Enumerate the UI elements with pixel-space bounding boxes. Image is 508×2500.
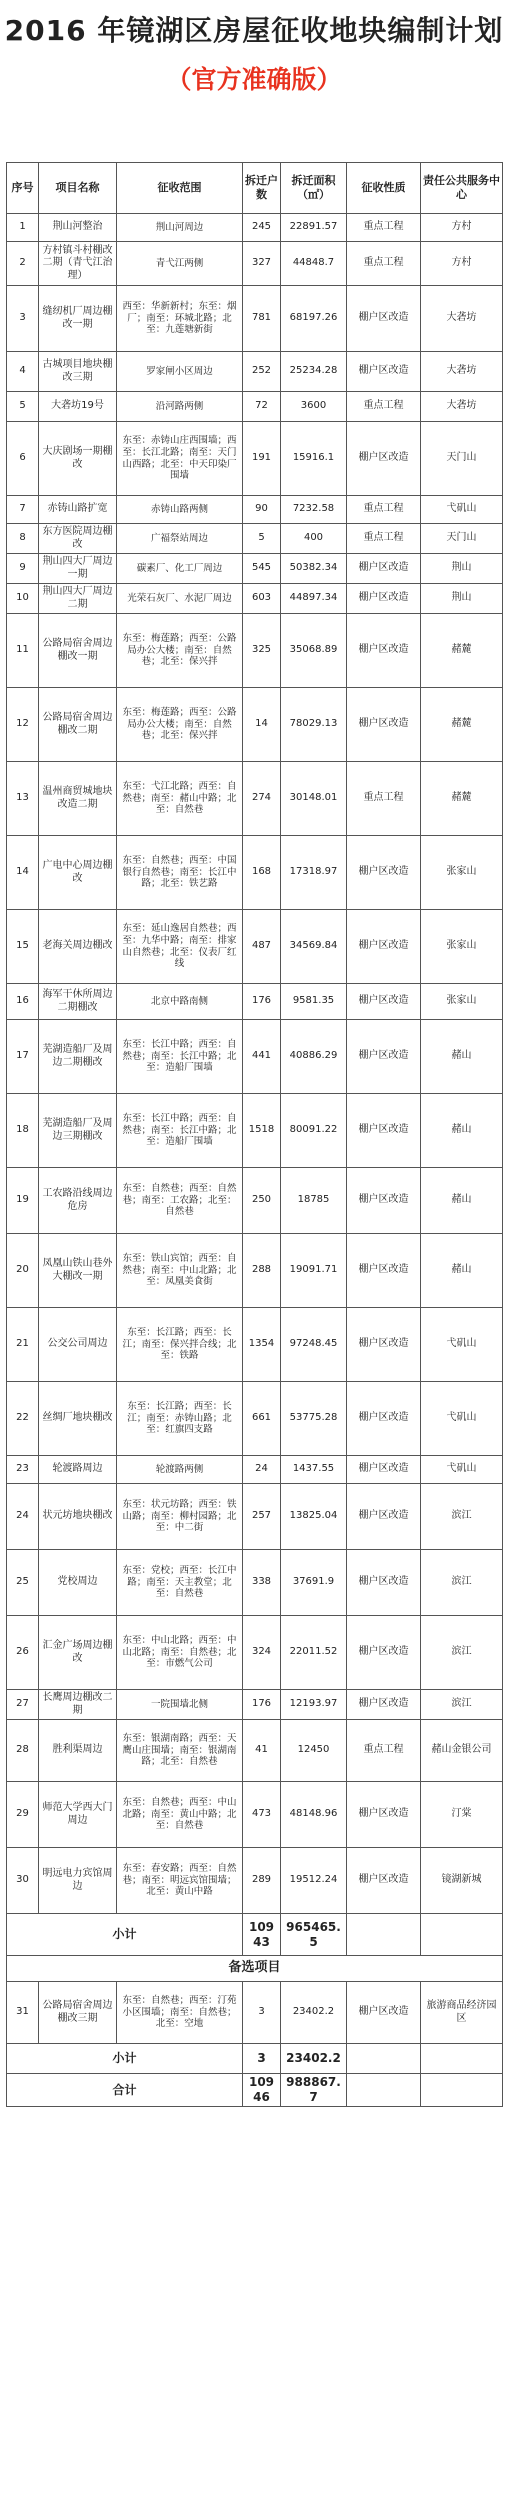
row-number: 18 xyxy=(7,1094,39,1168)
area-cell: 37691.9 xyxy=(281,1550,347,1616)
scope-cell: 东至：春安路；西至：自然巷；南至：明远宾馆围墙；北至：黄山中路 xyxy=(117,1848,243,1914)
scope-cell: 赤铸山路两侧 xyxy=(117,496,243,524)
plan-table xyxy=(6,162,503,2107)
row-number: 7 xyxy=(7,496,39,524)
document-title: 2016 年镜湖区房屋征收地块编制计划 xyxy=(4,14,504,47)
table-header-row xyxy=(7,163,503,214)
area-cell: 25234.28 xyxy=(281,352,347,392)
area-cell: 78029.13 xyxy=(281,688,347,762)
households-cell: 1518 xyxy=(243,1094,281,1168)
area-cell: 400 xyxy=(281,524,347,554)
area-cell: 48148.96 xyxy=(281,1782,347,1848)
area-cell: 44897.34 xyxy=(281,584,347,614)
row-number: 4 xyxy=(7,352,39,392)
table-row xyxy=(7,242,503,286)
table-row xyxy=(7,352,503,392)
service-center-cell: 大砻坊 xyxy=(421,352,503,392)
project-name: 汇金广场周边棚改 xyxy=(39,1616,117,1690)
service-center-cell: 张家山 xyxy=(421,836,503,910)
nature-cell: 棚户区改造 xyxy=(347,1690,421,1720)
row-number: 22 xyxy=(7,1382,39,1456)
scope-cell: 东至：长江路；西至：长江；南至：赤铸山路；北至：红旗四支路 xyxy=(117,1382,243,1456)
nature-cell: 棚户区改造 xyxy=(347,910,421,984)
table-row xyxy=(7,762,503,836)
area-cell: 9581.35 xyxy=(281,984,347,1020)
row-number: 24 xyxy=(7,1484,39,1550)
table-row xyxy=(7,1848,503,1914)
project-name: 东方医院周边棚改 xyxy=(39,524,117,554)
area-cell: 97248.45 xyxy=(281,1308,347,1382)
households-cell: 487 xyxy=(243,910,281,984)
nature-cell: 棚户区改造 xyxy=(347,1616,421,1690)
area-cell: 22011.52 xyxy=(281,1616,347,1690)
nature-cell: 棚户区改造 xyxy=(347,1234,421,1308)
table-row xyxy=(7,1234,503,1308)
table-row xyxy=(7,1720,503,1782)
header-cell: 责任公共服务中心 xyxy=(421,163,503,214)
header-cell: 征收范围 xyxy=(117,163,243,214)
row-number: 26 xyxy=(7,1616,39,1690)
table-row xyxy=(7,1484,503,1550)
table-row xyxy=(7,614,503,688)
scope-cell: 东至：状元坊路；西至：铁山路；南至：柳村园路；北至：中二街 xyxy=(117,1484,243,1550)
households-cell: 257 xyxy=(243,1484,281,1550)
row-number: 15 xyxy=(7,910,39,984)
nature-cell: 棚户区改造 xyxy=(347,352,421,392)
project-name: 芜湖造船厂及周边三期棚改 xyxy=(39,1094,117,1168)
households-cell: 3 xyxy=(243,1982,281,2044)
area-cell: 13825.04 xyxy=(281,1484,347,1550)
empty-cell xyxy=(347,1914,421,1956)
header-cell: 项目名称 xyxy=(39,163,117,214)
households-cell: 288 xyxy=(243,1234,281,1308)
table-row xyxy=(7,688,503,762)
row-number: 27 xyxy=(7,1690,39,1720)
area-cell: 44848.7 xyxy=(281,242,347,286)
area-cell: 35068.89 xyxy=(281,614,347,688)
nature-cell: 重点工程 xyxy=(347,496,421,524)
grand-total-area: 988867.7 xyxy=(281,2074,347,2107)
households-cell: 90 xyxy=(243,496,281,524)
scope-cell: 东至：自然巷；西至：汀苑小区围墙；南至：自然巷；北至：空地 xyxy=(117,1982,243,2044)
empty-cell xyxy=(347,2044,421,2074)
backup-table-body xyxy=(7,1982,503,2044)
row-number: 10 xyxy=(7,584,39,614)
table-totals xyxy=(7,2044,503,2107)
row-number: 20 xyxy=(7,1234,39,1308)
project-name: 赤铸山路扩宽 xyxy=(39,496,117,524)
households-cell: 245 xyxy=(243,214,281,242)
row-number: 25 xyxy=(7,1550,39,1616)
table-row xyxy=(7,214,503,242)
nature-cell: 棚户区改造 xyxy=(347,1094,421,1168)
service-center-cell: 弋矶山 xyxy=(421,1382,503,1456)
nature-cell: 棚户区改造 xyxy=(347,614,421,688)
nature-cell: 棚户区改造 xyxy=(347,422,421,496)
service-center-cell: 滨江 xyxy=(421,1484,503,1550)
service-center-cell: 弋矶山 xyxy=(421,1456,503,1484)
service-center-cell: 赭山 xyxy=(421,1020,503,1094)
scope-cell: 东至：梅莲路；西至：公路局办公大楼；南至：自然巷；北至：保兴拌 xyxy=(117,688,243,762)
households-cell: 191 xyxy=(243,422,281,496)
row-number: 11 xyxy=(7,614,39,688)
service-center-cell: 弋矶山 xyxy=(421,496,503,524)
row-number: 6 xyxy=(7,422,39,496)
service-center-cell: 赭麓 xyxy=(421,614,503,688)
project-name: 海军干休所周边二期棚改 xyxy=(39,984,117,1020)
subtotal-households: 10943 xyxy=(243,1914,281,1956)
grand-total-label: 合计 xyxy=(7,2074,243,2107)
subtotal-households: 3 xyxy=(243,2044,281,2074)
table-row xyxy=(7,984,503,1020)
backup-section-row xyxy=(7,1956,503,1982)
project-name: 长鹰周边棚改二期 xyxy=(39,1690,117,1720)
service-center-cell: 方村 xyxy=(421,242,503,286)
area-cell: 7232.58 xyxy=(281,496,347,524)
project-name: 温州商贸城地块改造二期 xyxy=(39,762,117,836)
row-number: 29 xyxy=(7,1782,39,1848)
document-subtitle: （官方准确版） xyxy=(166,65,342,94)
scope-cell: 东至：延山逸居自然巷；西至：九华中路；南至：排家山自然巷；北至：仪表厂红线 xyxy=(117,910,243,984)
plan-table-container xyxy=(6,162,502,2492)
table-row xyxy=(7,554,503,584)
households-cell: 325 xyxy=(243,614,281,688)
row-number: 12 xyxy=(7,688,39,762)
service-center-cell: 赭山 xyxy=(421,1094,503,1168)
table-row xyxy=(7,1168,503,1234)
row-number: 2 xyxy=(7,242,39,286)
scope-cell: 东至：自然巷；西至：中山北路；南至：黄山中路；北至：自然巷 xyxy=(117,1782,243,1848)
households-cell: 1354 xyxy=(243,1308,281,1382)
subtotal-area: 965465.5 xyxy=(281,1914,347,1956)
row-number: 13 xyxy=(7,762,39,836)
service-center-cell: 赭麓 xyxy=(421,762,503,836)
service-center-cell: 赭麓 xyxy=(421,688,503,762)
backup-section-label: 备选项目 xyxy=(7,1956,503,1982)
scope-cell: 东至：长江中路；西至：自然巷；南至：长江中路；北至：造船厂围墙 xyxy=(117,1094,243,1168)
area-cell: 12450 xyxy=(281,1720,347,1782)
project-name: 芜湖造船厂及周边二期棚改 xyxy=(39,1020,117,1094)
households-cell: 72 xyxy=(243,392,281,422)
area-cell: 18785 xyxy=(281,1168,347,1234)
empty-cell xyxy=(347,2074,421,2107)
nature-cell: 重点工程 xyxy=(347,214,421,242)
project-name: 轮渡路周边 xyxy=(39,1456,117,1484)
project-name: 广电中心周边棚改 xyxy=(39,836,117,910)
nature-cell: 棚户区改造 xyxy=(347,1456,421,1484)
nature-cell: 棚户区改造 xyxy=(347,1484,421,1550)
project-name: 状元坊地块棚改 xyxy=(39,1484,117,1550)
nature-cell: 棚户区改造 xyxy=(347,836,421,910)
scope-cell: 青弋江两侧 xyxy=(117,242,243,286)
nature-cell: 棚户区改造 xyxy=(347,1020,421,1094)
scope-cell: 光荣石灰厂、水泥厂周边 xyxy=(117,584,243,614)
households-cell: 252 xyxy=(243,352,281,392)
area-cell: 19512.24 xyxy=(281,1848,347,1914)
households-cell: 274 xyxy=(243,762,281,836)
table-row xyxy=(7,1382,503,1456)
area-cell: 80091.22 xyxy=(281,1094,347,1168)
row-number: 3 xyxy=(7,286,39,352)
project-name: 缝纫机厂周边棚改一期 xyxy=(39,286,117,352)
row-number: 23 xyxy=(7,1456,39,1484)
scope-cell: 东至：自然巷；西至：自然巷；南至：工农路；北至：自然巷 xyxy=(117,1168,243,1234)
area-cell: 53775.28 xyxy=(281,1382,347,1456)
area-cell: 23402.2 xyxy=(281,1982,347,2044)
nature-cell: 重点工程 xyxy=(347,1720,421,1782)
project-name: 公路局宿舍周边棚改三期 xyxy=(39,1982,117,2044)
households-cell: 545 xyxy=(243,554,281,584)
row-number: 8 xyxy=(7,524,39,554)
nature-cell: 重点工程 xyxy=(347,392,421,422)
area-cell: 34569.84 xyxy=(281,910,347,984)
nature-cell: 棚户区改造 xyxy=(347,1382,421,1456)
service-center-cell: 大砻坊 xyxy=(421,392,503,422)
row-number: 30 xyxy=(7,1848,39,1914)
households-cell: 41 xyxy=(243,1720,281,1782)
households-cell: 661 xyxy=(243,1382,281,1456)
scope-cell: 北京中路南侧 xyxy=(117,984,243,1020)
table-row xyxy=(7,1690,503,1720)
project-name: 工农路沿线周边危房 xyxy=(39,1168,117,1234)
households-cell: 5 xyxy=(243,524,281,554)
project-name: 荆山河整治 xyxy=(39,214,117,242)
households-cell: 24 xyxy=(243,1456,281,1484)
area-cell: 12193.97 xyxy=(281,1690,347,1720)
subtotal-label: 小计 xyxy=(7,1914,243,1956)
empty-cell xyxy=(421,1914,503,1956)
scope-cell: 一院围墙北侧 xyxy=(117,1690,243,1720)
project-name: 明远电力宾馆周边 xyxy=(39,1848,117,1914)
project-name: 胜利渠周边 xyxy=(39,1720,117,1782)
table-row xyxy=(7,1308,503,1382)
households-cell: 603 xyxy=(243,584,281,614)
table-footer xyxy=(7,1914,503,1982)
area-cell: 1437.55 xyxy=(281,1456,347,1484)
row-number: 28 xyxy=(7,1720,39,1782)
project-name: 荆山四大厂周边二期 xyxy=(39,584,117,614)
service-center-cell: 方村 xyxy=(421,214,503,242)
area-cell: 68197.26 xyxy=(281,286,347,352)
area-cell: 22891.57 xyxy=(281,214,347,242)
table-row xyxy=(7,1550,503,1616)
table-row xyxy=(7,1782,503,1848)
scope-cell: 东至：梅莲路；西至：公路局办公大楼；南至：自然巷；北至：保兴拌 xyxy=(117,614,243,688)
project-name: 古城项目地块棚改三期 xyxy=(39,352,117,392)
grand-total-row xyxy=(7,2074,503,2107)
table-row xyxy=(7,286,503,352)
project-name: 公交公司周边 xyxy=(39,1308,117,1382)
project-name: 师范大学西大门周边 xyxy=(39,1782,117,1848)
scope-cell: 东至：铁山宾馆；西至：自然巷；南至：中山北路；北至：凤凰美食街 xyxy=(117,1234,243,1308)
households-cell: 176 xyxy=(243,1690,281,1720)
table-row xyxy=(7,422,503,496)
row-number: 16 xyxy=(7,984,39,1020)
subtotal-row xyxy=(7,1914,503,1956)
service-center-cell: 天门山 xyxy=(421,524,503,554)
households-cell: 289 xyxy=(243,1848,281,1914)
header-cell: 拆迁户数 xyxy=(243,163,281,214)
row-number: 14 xyxy=(7,836,39,910)
project-name: 大砻坊19号 xyxy=(39,392,117,422)
project-name: 公路局宿舍周边棚改一期 xyxy=(39,614,117,688)
row-number: 31 xyxy=(7,1982,39,2044)
area-cell: 40886.29 xyxy=(281,1020,347,1094)
nature-cell: 重点工程 xyxy=(347,762,421,836)
service-center-cell: 张家山 xyxy=(421,984,503,1020)
project-name: 党校周边 xyxy=(39,1550,117,1616)
nature-cell: 重点工程 xyxy=(347,242,421,286)
households-cell: 168 xyxy=(243,836,281,910)
project-name: 大庆剧场一期棚改 xyxy=(39,422,117,496)
service-center-cell: 滨江 xyxy=(421,1550,503,1616)
row-number: 17 xyxy=(7,1020,39,1094)
row-number: 5 xyxy=(7,392,39,422)
project-name: 公路局宿舍周边棚改二期 xyxy=(39,688,117,762)
table-row xyxy=(7,910,503,984)
scope-cell: 东至：长江路；西至：长江；南至：保兴拌合线；北至：铁路 xyxy=(117,1308,243,1382)
empty-cell xyxy=(421,2044,503,2074)
empty-cell xyxy=(421,2074,503,2107)
table-row xyxy=(7,1020,503,1094)
header-cell: 序号 xyxy=(7,163,39,214)
subtotal-row xyxy=(7,2044,503,2074)
area-cell: 50382.34 xyxy=(281,554,347,584)
service-center-cell: 张家山 xyxy=(421,910,503,984)
area-cell: 3600 xyxy=(281,392,347,422)
nature-cell: 重点工程 xyxy=(347,524,421,554)
households-cell: 473 xyxy=(243,1782,281,1848)
service-center-cell: 赭山 xyxy=(421,1234,503,1308)
service-center-cell: 荆山 xyxy=(421,554,503,584)
households-cell: 441 xyxy=(243,1020,281,1094)
area-cell: 15916.1 xyxy=(281,422,347,496)
service-center-cell: 镜湖新城 xyxy=(421,1848,503,1914)
subtotal-label: 小计 xyxy=(7,2044,243,2074)
grand-total-households: 10946 xyxy=(243,2074,281,2107)
scope-cell: 碳素厂、化工厂周边 xyxy=(117,554,243,584)
table-row xyxy=(7,1616,503,1690)
scope-cell: 沿河路两侧 xyxy=(117,392,243,422)
row-number: 21 xyxy=(7,1308,39,1382)
service-center-cell: 滨江 xyxy=(421,1690,503,1720)
table-row xyxy=(7,496,503,524)
scope-cell: 广福祭站周边 xyxy=(117,524,243,554)
service-center-cell: 滨江 xyxy=(421,1616,503,1690)
scope-cell: 东至：中山北路；西至：中山北路；南至：自然巷；北至：市燃气公司 xyxy=(117,1616,243,1690)
nature-cell: 棚户区改造 xyxy=(347,1308,421,1382)
table-row xyxy=(7,1094,503,1168)
scope-cell: 西至：华新新村；东至：烟厂；南至：环城北路；北至：九莲塘新街 xyxy=(117,286,243,352)
service-center-cell: 汀棠 xyxy=(421,1782,503,1848)
table-row xyxy=(7,524,503,554)
header-cell: 拆迁面积（㎡） xyxy=(281,163,347,214)
table-row xyxy=(7,1982,503,2044)
table-row xyxy=(7,584,503,614)
nature-cell: 棚户区改造 xyxy=(347,1550,421,1616)
project-name: 凤凰山铁山巷外大棚改一期 xyxy=(39,1234,117,1308)
table-body xyxy=(7,214,503,1914)
service-center-cell: 天门山 xyxy=(421,422,503,496)
households-cell: 781 xyxy=(243,286,281,352)
table-row xyxy=(7,836,503,910)
households-cell: 14 xyxy=(243,688,281,762)
project-name: 丝绸厂地块棚改 xyxy=(39,1382,117,1456)
area-cell: 19091.71 xyxy=(281,1234,347,1308)
nature-cell: 棚户区改造 xyxy=(347,1782,421,1848)
row-number: 19 xyxy=(7,1168,39,1234)
area-cell: 17318.97 xyxy=(281,836,347,910)
scope-cell: 东至：弋江北路；西至：自然巷；南至：赭山中路；北至：自然巷 xyxy=(117,762,243,836)
table-row xyxy=(7,392,503,422)
households-cell: 250 xyxy=(243,1168,281,1234)
service-center-cell: 赭山 xyxy=(421,1168,503,1234)
households-cell: 324 xyxy=(243,1616,281,1690)
nature-cell: 棚户区改造 xyxy=(347,1848,421,1914)
households-cell: 338 xyxy=(243,1550,281,1616)
nature-cell: 棚户区改造 xyxy=(347,688,421,762)
households-cell: 327 xyxy=(243,242,281,286)
scope-cell: 罗家闸小区周边 xyxy=(117,352,243,392)
scope-cell: 轮渡路两侧 xyxy=(117,1456,243,1484)
scope-cell: 东至：银湖南路；西至：天鹰山庄围墙；南至：银湖南路；北至：自然巷 xyxy=(117,1720,243,1782)
scope-cell: 荆山河周边 xyxy=(117,214,243,242)
service-center-cell: 旅游商品经济园区 xyxy=(421,1982,503,2044)
service-center-cell: 荆山 xyxy=(421,584,503,614)
nature-cell: 棚户区改造 xyxy=(347,1168,421,1234)
service-center-cell: 弋矶山 xyxy=(421,1308,503,1382)
table-row xyxy=(7,1456,503,1484)
project-name: 老海关周边棚改 xyxy=(39,910,117,984)
nature-cell: 棚户区改造 xyxy=(347,1982,421,2044)
scope-cell: 东至：赤铸山庄西围墙；西至：长江北路；南至：天门山西路；北至：中天印染厂围墙 xyxy=(117,422,243,496)
row-number: 9 xyxy=(7,554,39,584)
row-number: 1 xyxy=(7,214,39,242)
scope-cell: 东至：自然巷；西至：中国银行自然巷；南至：长江中路；北至：铁艺路 xyxy=(117,836,243,910)
service-center-cell: 大砻坊 xyxy=(421,286,503,352)
project-name: 荆山四大厂周边一期 xyxy=(39,554,117,584)
project-name: 方村镇斗村棚改二期（青弋江治理） xyxy=(39,242,117,286)
nature-cell: 棚户区改造 xyxy=(347,584,421,614)
scope-cell: 东至：长江中路；西至：自然巷；南至：长江中路；北至：造船厂围墙 xyxy=(117,1020,243,1094)
nature-cell: 棚户区改造 xyxy=(347,286,421,352)
subtotal-area: 23402.2 xyxy=(281,2044,347,2074)
header-cell: 征收性质 xyxy=(347,163,421,214)
nature-cell: 棚户区改造 xyxy=(347,554,421,584)
nature-cell: 棚户区改造 xyxy=(347,984,421,1020)
area-cell: 30148.01 xyxy=(281,762,347,836)
households-cell: 176 xyxy=(243,984,281,1020)
scope-cell: 东至：党校；西至：长江中路；南至：天主教堂；北至：自然巷 xyxy=(117,1550,243,1616)
service-center-cell: 赭山金银公司 xyxy=(421,1720,503,1782)
